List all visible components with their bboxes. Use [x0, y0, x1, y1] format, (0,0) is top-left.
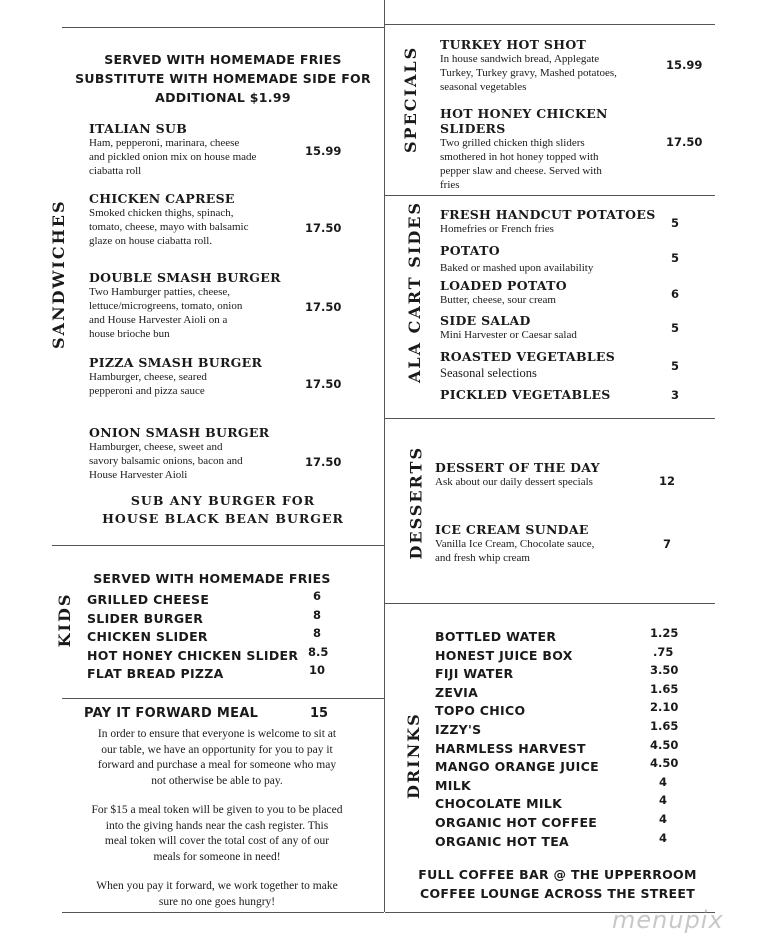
item-name: HONEST JUICE BOX [435, 647, 573, 663]
desserts-title: DESSERTS [406, 446, 426, 560]
item-name: LOADED POTATO [440, 278, 567, 293]
para-line: into the giving hands near the cash register. This [105, 819, 329, 832]
desc-line: pepperoni and pizza sauce [89, 385, 205, 397]
menu-item [89, 191, 379, 248]
list-item [435, 756, 685, 775]
item-price: 2.10 [650, 700, 679, 715]
item-name: POTATO [440, 243, 500, 258]
item-name: SIDE SALAD [440, 313, 531, 328]
list-item [435, 626, 685, 645]
item-price: 12 [659, 474, 676, 488]
list-item [435, 738, 685, 757]
menu-item [440, 106, 670, 192]
item-price: 1.65 [650, 718, 679, 733]
top-left-divider [62, 27, 384, 28]
item-name: DESSERT OF THE DAY [435, 460, 600, 475]
top-right-divider [385, 24, 715, 25]
pay-it-forward-price: 15 [310, 706, 329, 721]
watermark-logo: menupix [612, 906, 724, 934]
item-price: 10 [309, 663, 326, 677]
sandwiches-footer [62, 492, 384, 528]
bottom-left-divider [62, 912, 384, 913]
item-name: HOT HONEY CHICKEN SLIDER [87, 647, 299, 663]
para-line: When you pay it forward, we work together to make [96, 880, 338, 892]
desc-line: and House Harvester Aioli on a [89, 314, 228, 326]
para-line: not otherwise be able to pay. [151, 774, 283, 787]
item-name: CHICKEN CAPRESE [89, 191, 235, 206]
item-name: MANGO ORANGE JUICE [435, 759, 599, 775]
desc-line: Two Hamburger patties, cheese, [89, 286, 231, 298]
center-vertical-divider [384, 0, 385, 912]
item-price: 4 [659, 793, 668, 808]
item-price: 3 [671, 388, 680, 402]
desc-line: Smoked chicken thighs, spinach, [89, 207, 234, 219]
sandwiches-header [62, 50, 384, 107]
list-item [435, 700, 685, 719]
desc-line: Vanilla Ice Cream, Chocolate sauce, [435, 538, 595, 550]
pay-it-forward-paragraph [62, 879, 372, 910]
desc-line: Hamburger, cheese, sweet and [89, 441, 223, 453]
item-name: BOTTLED WATER [435, 629, 557, 644]
item-name: SLIDER BURGER [87, 610, 204, 626]
desserts-drinks-divider [385, 603, 715, 604]
footer-line: COFFEE LOUNGE ACROSS THE STREET [419, 886, 696, 901]
item-name: IZZY'S [435, 721, 482, 737]
desc-line: tomato, cheese, mayo with balsamic [89, 221, 249, 233]
sandwiches-header-line: SUBSTITUTE WITH HOMEMADE SIDE FOR [75, 71, 371, 86]
footer-line: HOUSE BLACK BEAN BURGER [102, 511, 344, 526]
footer-line: SUB ANY BURGER FOR [130, 493, 316, 508]
desc-line: Hamburger, cheese, seared [89, 371, 207, 383]
item-name: FLAT BREAD PIZZA [87, 666, 224, 681]
item-name: ONION SMASH BURGER [89, 425, 270, 440]
item-price: 8 [313, 607, 322, 622]
desc-line: In house sandwich bread, Applegate [440, 53, 600, 65]
pay-it-forward-title: PAY IT FORWARD MEAL [84, 706, 259, 721]
menu-item [440, 37, 670, 94]
item-name: TURKEY HOT SHOT [440, 37, 587, 52]
item-price: 1.65 [650, 681, 679, 696]
desc-line: seasonal vegetables [440, 81, 527, 93]
sandwiches-title: SANDWICHES [49, 199, 68, 349]
item-desc: Mini Harvester or Caesar salad [440, 329, 577, 341]
item-price: 4 [659, 774, 668, 789]
desc-line: lettuce/microgreens, tomato, onion [89, 300, 243, 312]
para-line: our table, we have an opportunity for you to pay it [101, 743, 333, 756]
item-price: 15.99 [305, 144, 342, 158]
list-item [435, 663, 685, 682]
kids-payforward-divider [62, 698, 384, 699]
menu-item [440, 313, 577, 342]
item-name: DOUBLE SMASH BURGER [89, 270, 281, 285]
menu-item [440, 278, 567, 307]
item-desc: Homefries or French fries [440, 223, 554, 235]
item-desc [440, 52, 670, 94]
kids-title: KIDS [55, 592, 74, 648]
list-item [435, 645, 685, 664]
para-line: forward and purchase a meal for someone who may [97, 759, 337, 771]
drinks-footer [415, 865, 700, 903]
menu-item [435, 460, 600, 489]
menu-item [89, 425, 379, 482]
drinks-list [435, 626, 685, 849]
sides-title: ALA CART SIDES [405, 201, 424, 383]
list-item [435, 812, 685, 831]
para-line: meals for someone in need! [153, 850, 281, 863]
para-line: sure no one goes hungry! [158, 895, 276, 908]
item-desc: Butter, cheese, sour cream [440, 294, 556, 306]
desc-line: and pickled onion mix on house made [89, 151, 257, 163]
footer-line: FULL COFFEE BAR @ THE UPPERROOM [418, 867, 697, 882]
item-price: 3.50 [650, 663, 679, 678]
list-item [87, 645, 337, 664]
item-name: MILK [435, 777, 471, 793]
list-item [435, 793, 685, 812]
desc-line: ciabatta roll [89, 165, 142, 177]
item-price: 4.50 [650, 737, 679, 752]
item-price: 17.50 [305, 377, 342, 391]
desc-line: Two grilled chicken thigh sliders [440, 137, 585, 149]
item-name: CHICKEN SLIDER [87, 629, 208, 644]
item-desc: Baked or mashed upon availability [440, 262, 594, 274]
item-price: 7 [663, 537, 672, 551]
item-name: ICE CREAM SUNDAE [435, 522, 589, 537]
item-desc [435, 537, 594, 565]
menu-item [440, 243, 593, 275]
list-item [87, 589, 337, 608]
sandwiches-kids-divider [52, 545, 384, 546]
item-price: 17.50 [666, 135, 703, 149]
item-name: ORGANIC HOT COFFEE [435, 814, 598, 830]
desc-line: Ham, pepperoni, marinara, cheese [89, 137, 240, 149]
kids-list [87, 589, 337, 682]
menu-item [440, 387, 611, 402]
item-price: 4.50 [650, 756, 679, 771]
kids-header: SERVED WITH HOMEMADE FRIES [93, 571, 331, 586]
item-price: 17.50 [305, 455, 342, 469]
desc-line: savory balsamic onions, bacon and [89, 455, 243, 467]
item-price: .75 [653, 644, 674, 659]
item-name: ZEVIA [435, 684, 479, 700]
desc-line: fries [440, 179, 460, 191]
item-price: 8 [313, 626, 322, 640]
specials-title: SPECIALS [401, 45, 420, 153]
list-item [435, 775, 685, 794]
item-name: CHOCOLATE MILK [435, 796, 563, 812]
list-item [87, 626, 337, 645]
item-name: GRILLED CHEESE [87, 592, 210, 607]
sandwiches-header-line: ADDITIONAL $1.99 [155, 90, 291, 105]
item-price: 6 [671, 287, 680, 301]
desc-line: house brioche bun [89, 328, 170, 340]
desc-line: glaze on house ciabatta roll. [89, 235, 213, 247]
item-name: ITALIAN SUB [89, 121, 188, 136]
item-price: 5 [671, 359, 680, 373]
desc-line: Turkey, Turkey gravy, Mashed potatoes, [440, 67, 617, 79]
list-item [435, 682, 685, 701]
item-name: HOT HONEY CHICKEN SLIDERS [440, 106, 608, 136]
menu-item [435, 522, 594, 565]
specials-sides-divider [385, 195, 715, 196]
item-name: PIZZA SMASH BURGER [89, 355, 263, 370]
item-name: FRESH HANDCUT POTATOES [440, 207, 656, 222]
menu-item [440, 207, 656, 236]
para-line: In order to ensure that everyone is welcome to sit at [97, 728, 337, 740]
list-item [435, 719, 685, 738]
item-name: TOPO CHICO [435, 703, 526, 719]
item-price: 5 [671, 216, 680, 230]
item-desc: Seasonal selections [440, 366, 537, 380]
list-item [435, 831, 685, 850]
para-line: For $15 a meal token will be given to you to be placed [91, 804, 343, 816]
sandwiches-header-line: SERVED WITH HOMEMADE FRIES [104, 52, 342, 67]
item-price: 6 [313, 589, 322, 603]
pay-it-forward-paragraph [62, 803, 372, 865]
item-price: 4 [659, 830, 668, 845]
item-price: 15.99 [666, 58, 703, 72]
item-price: 5 [671, 321, 680, 335]
item-price: 17.50 [305, 221, 342, 235]
desc-line: smothered in hot honey topped with [440, 151, 599, 163]
drinks-title: DRINKS [404, 712, 423, 799]
item-name: ORGANIC HOT TEA [435, 833, 570, 849]
item-price: 1.25 [650, 626, 679, 640]
item-name: HARMLESS HARVEST [435, 740, 586, 756]
desc-line: pepper slaw and cheese. Served with [440, 165, 602, 177]
item-price: 17.50 [305, 300, 342, 314]
menu-item [440, 349, 615, 380]
item-desc: Ask about our daily dessert specials [435, 476, 593, 488]
list-item [87, 608, 337, 627]
desc-line: House Harvester Aioli [89, 469, 188, 481]
item-desc [440, 136, 670, 192]
item-name: FIJI WATER [435, 666, 514, 682]
list-item [87, 663, 337, 682]
pay-it-forward-paragraph [62, 727, 372, 789]
desc-line: and fresh whip cream [435, 552, 530, 564]
item-price: 5 [671, 251, 680, 265]
item-name: PICKLED VEGETABLES [440, 387, 611, 402]
para-line: meal token will cover the total cost of any of our [104, 835, 330, 847]
item-price: 4 [659, 811, 668, 826]
item-name: ROASTED VEGETABLES [440, 349, 616, 364]
sides-desserts-divider [385, 418, 715, 419]
item-price: 8.5 [308, 644, 329, 659]
